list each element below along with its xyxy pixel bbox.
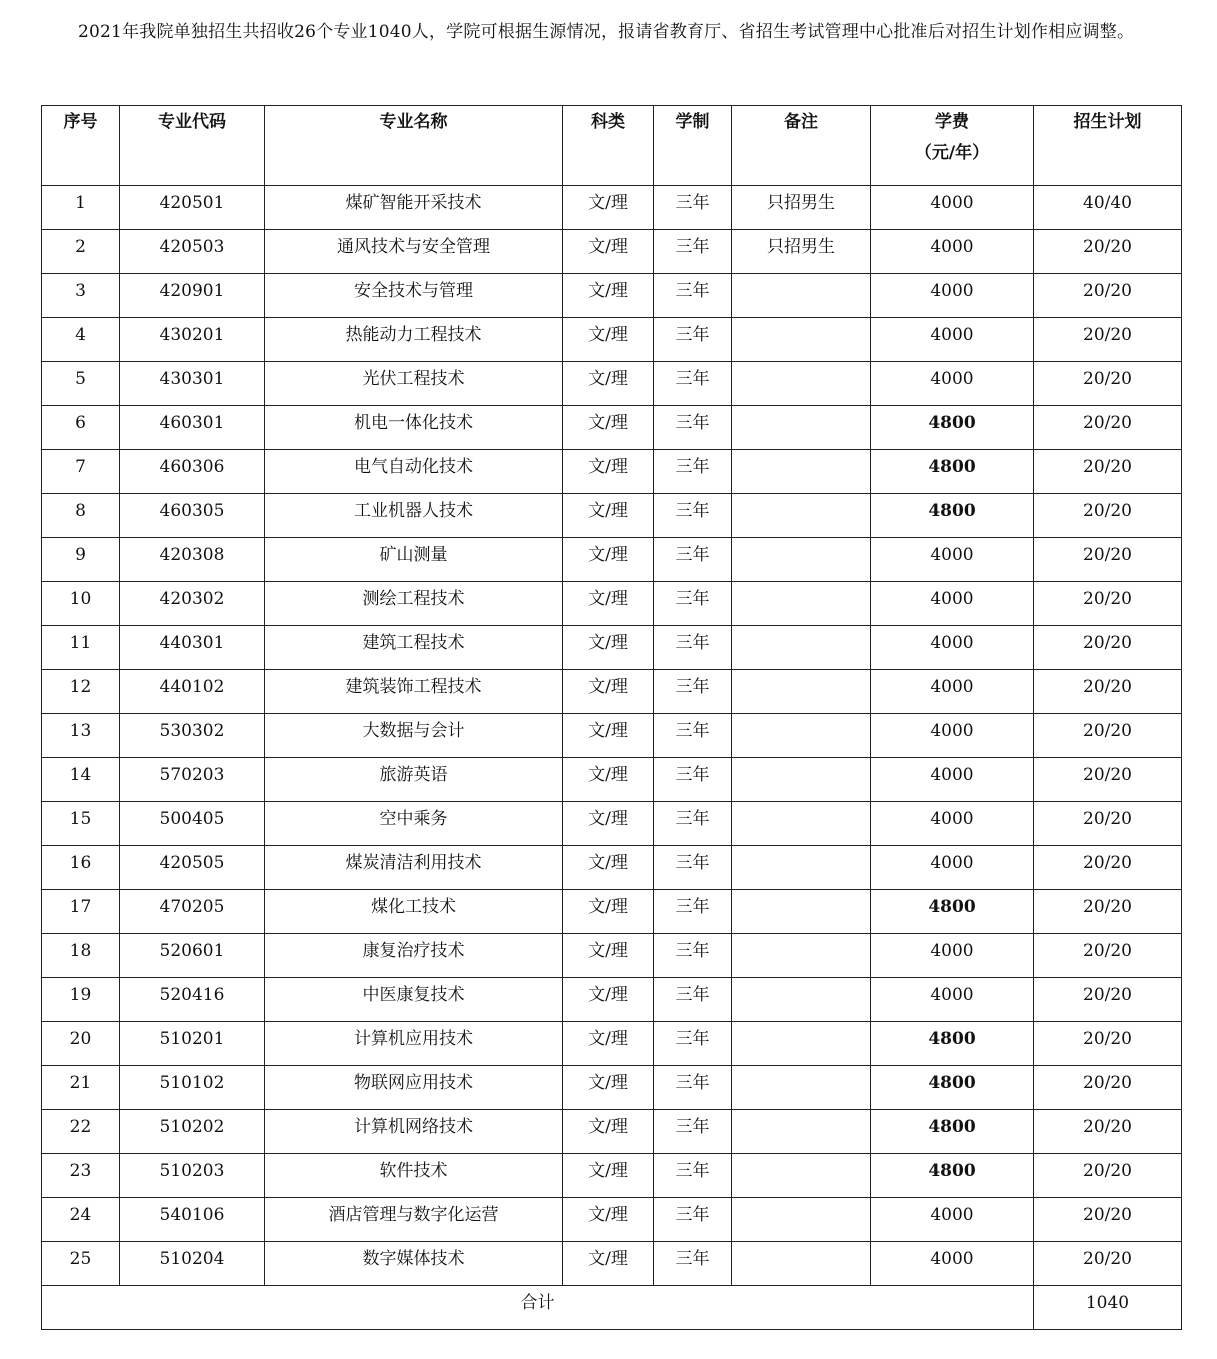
cell-fee: 4000 [871,582,1034,626]
cell-code: 460301 [120,406,265,450]
cell-note [732,758,871,802]
cell-duration: 三年 [654,978,732,1022]
cell-note [732,318,871,362]
cell-plan: 20/20 [1034,494,1182,538]
cell-plan: 20/20 [1034,1066,1182,1110]
cell-fee: 4800 [871,450,1034,494]
cell-code: 420302 [120,582,265,626]
cell-category: 文/理 [563,1242,654,1286]
cell-code: 430301 [120,362,265,406]
table-row [42,582,1182,626]
cell-index: 5 [42,362,120,406]
cell-note: 只招男生 [732,186,871,230]
intro-paragraph: 2021年我院单独招生共招收26个专业1040人，学院可根据生源情况，报请省教育厅、省招生考试管理中心批准后对招生计划作相应调整。 [78,22,1135,42]
cell-index: 13 [42,714,120,758]
cell-name: 建筑装饰工程技术 [265,670,563,714]
cell-code: 510203 [120,1154,265,1198]
cell-plan: 20/20 [1034,758,1182,802]
cell-code: 440301 [120,626,265,670]
table-row [42,1066,1182,1110]
cell-code: 440102 [120,670,265,714]
cell-plan: 20/20 [1034,1110,1182,1154]
cell-fee: 4000 [871,538,1034,582]
table-row [42,318,1182,362]
cell-index: 12 [42,670,120,714]
cell-note [732,1110,871,1154]
cell-fee: 4000 [871,318,1034,362]
cell-index: 21 [42,1066,120,1110]
cell-duration: 三年 [654,758,732,802]
cell-note [732,450,871,494]
header-fee [871,106,1034,186]
cell-fee: 4800 [871,1066,1034,1110]
cell-duration: 三年 [654,670,732,714]
cell-index: 10 [42,582,120,626]
cell-index: 23 [42,1154,120,1198]
cell-plan: 20/20 [1034,582,1182,626]
cell-code: 420501 [120,186,265,230]
table-row [42,670,1182,714]
table-row [42,802,1182,846]
cell-note [732,582,871,626]
cell-category: 文/理 [563,670,654,714]
cell-duration: 三年 [654,362,732,406]
cell-plan: 20/20 [1034,1242,1182,1286]
cell-note [732,494,871,538]
cell-name: 煤矿智能开采技术 [265,186,563,230]
cell-category: 文/理 [563,318,654,362]
cell-code: 420505 [120,846,265,890]
cell-duration: 三年 [654,1022,732,1066]
cell-index: 6 [42,406,120,450]
cell-duration: 三年 [654,714,732,758]
table-row [42,1242,1182,1286]
table-row [42,406,1182,450]
cell-fee: 4000 [871,1198,1034,1242]
cell-name: 测绘工程技术 [265,582,563,626]
cell-index: 19 [42,978,120,1022]
cell-note [732,626,871,670]
cell-name: 热能动力工程技术 [265,318,563,362]
cell-name: 数字媒体技术 [265,1242,563,1286]
cell-note [732,714,871,758]
table-row [42,494,1182,538]
cell-name: 酒店管理与数字化运营 [265,1198,563,1242]
cell-fee: 4000 [871,714,1034,758]
cell-fee: 4000 [871,186,1034,230]
cell-name: 大数据与会计 [265,714,563,758]
cell-duration: 三年 [654,318,732,362]
cell-code: 540106 [120,1198,265,1242]
table-row [42,890,1182,934]
cell-name: 安全技术与管理 [265,274,563,318]
cell-code: 470205 [120,890,265,934]
cell-index: 4 [42,318,120,362]
cell-code: 460305 [120,494,265,538]
cell-name: 康复治疗技术 [265,934,563,978]
total-row [42,1286,1182,1330]
cell-duration: 三年 [654,802,732,846]
cell-note [732,846,871,890]
cell-duration: 三年 [654,1110,732,1154]
cell-duration: 三年 [654,1198,732,1242]
cell-index: 15 [42,802,120,846]
cell-index: 3 [42,274,120,318]
cell-fee: 4000 [871,670,1034,714]
cell-plan: 20/20 [1034,1022,1182,1066]
cell-note [732,934,871,978]
cell-plan: 20/20 [1034,230,1182,274]
cell-fee: 4000 [871,934,1034,978]
table-row [42,1154,1182,1198]
cell-fee: 4000 [871,802,1034,846]
cell-plan: 20/20 [1034,670,1182,714]
cell-plan: 20/20 [1034,1154,1182,1198]
cell-duration: 三年 [654,406,732,450]
cell-code: 510102 [120,1066,265,1110]
table-row [42,934,1182,978]
cell-name: 工业机器人技术 [265,494,563,538]
cell-category: 文/理 [563,890,654,934]
cell-code: 510202 [120,1110,265,1154]
cell-duration: 三年 [654,230,732,274]
cell-duration: 三年 [654,1066,732,1110]
table-row [42,626,1182,670]
cell-index: 9 [42,538,120,582]
cell-plan: 40/40 [1034,186,1182,230]
cell-fee: 4800 [871,1022,1034,1066]
cell-name: 光伏工程技术 [265,362,563,406]
cell-plan: 20/20 [1034,1198,1182,1242]
cell-category: 文/理 [563,1110,654,1154]
cell-index: 14 [42,758,120,802]
cell-fee: 4000 [871,758,1034,802]
cell-index: 18 [42,934,120,978]
cell-index: 22 [42,1110,120,1154]
cell-category: 文/理 [563,186,654,230]
cell-duration: 三年 [654,1154,732,1198]
cell-name: 机电一体化技术 [265,406,563,450]
cell-code: 500405 [120,802,265,846]
cell-plan: 20/20 [1034,714,1182,758]
cell-name: 旅游英语 [265,758,563,802]
cell-category: 文/理 [563,626,654,670]
cell-duration: 三年 [654,582,732,626]
table-row [42,450,1182,494]
cell-plan: 20/20 [1034,538,1182,582]
cell-duration: 三年 [654,538,732,582]
cell-category: 文/理 [563,1022,654,1066]
cell-note [732,670,871,714]
cell-note [732,1154,871,1198]
cell-plan: 20/20 [1034,626,1182,670]
cell-index: 25 [42,1242,120,1286]
cell-plan: 20/20 [1034,802,1182,846]
cell-name: 物联网应用技术 [265,1066,563,1110]
cell-index: 17 [42,890,120,934]
cell-category: 文/理 [563,406,654,450]
table-header-row [42,106,1182,186]
cell-index: 16 [42,846,120,890]
cell-code: 420901 [120,274,265,318]
cell-note [732,1242,871,1286]
cell-code: 520416 [120,978,265,1022]
cell-plan: 20/20 [1034,978,1182,1022]
cell-plan: 20/20 [1034,274,1182,318]
total-value: 1040 [1034,1286,1182,1330]
cell-category: 文/理 [563,362,654,406]
cell-category: 文/理 [563,714,654,758]
cell-fee: 4800 [871,1154,1034,1198]
cell-category: 文/理 [563,802,654,846]
cell-name: 软件技术 [265,1154,563,1198]
cell-category: 文/理 [563,450,654,494]
cell-code: 430201 [120,318,265,362]
cell-duration: 三年 [654,934,732,978]
header-fee-line1: 学费 [935,112,969,132]
cell-duration: 三年 [654,846,732,890]
cell-name: 计算机网络技术 [265,1110,563,1154]
table-row [42,274,1182,318]
cell-fee: 4800 [871,494,1034,538]
cell-category: 文/理 [563,1066,654,1110]
cell-duration: 三年 [654,274,732,318]
cell-name: 煤炭清洁利用技术 [265,846,563,890]
cell-note [732,274,871,318]
cell-fee: 4000 [871,978,1034,1022]
header-note: 备注 [732,106,871,186]
cell-note [732,802,871,846]
cell-note [732,406,871,450]
cell-fee: 4000 [871,230,1034,274]
table-row [42,538,1182,582]
cell-fee: 4800 [871,890,1034,934]
cell-category: 文/理 [563,230,654,274]
cell-name: 中医康复技术 [265,978,563,1022]
table-row [42,230,1182,274]
header-fee-line2: （元/年） [914,143,990,163]
cell-fee: 4800 [871,1110,1034,1154]
cell-category: 文/理 [563,274,654,318]
cell-category: 文/理 [563,582,654,626]
header-duration: 学制 [654,106,732,186]
cell-index: 1 [42,186,120,230]
cell-code: 510201 [120,1022,265,1066]
cell-note: 只招男生 [732,230,871,274]
cell-category: 文/理 [563,1154,654,1198]
cell-category: 文/理 [563,1198,654,1242]
header-name: 专业名称 [265,106,563,186]
header-index: 序号 [42,106,120,186]
cell-note [732,538,871,582]
cell-code: 510204 [120,1242,265,1286]
cell-fee: 4000 [871,362,1034,406]
cell-category: 文/理 [563,978,654,1022]
cell-name: 建筑工程技术 [265,626,563,670]
cell-duration: 三年 [654,890,732,934]
cell-category: 文/理 [563,846,654,890]
cell-note [732,978,871,1022]
table-row [42,186,1182,230]
cell-plan: 20/20 [1034,450,1182,494]
cell-name: 空中乘务 [265,802,563,846]
cell-duration: 三年 [654,626,732,670]
cell-duration: 三年 [654,1242,732,1286]
cell-fee: 4000 [871,846,1034,890]
enrollment-plan-table [41,105,1182,1330]
table-row [42,978,1182,1022]
cell-plan: 20/20 [1034,890,1182,934]
table-row [42,758,1182,802]
cell-code: 420308 [120,538,265,582]
cell-note [732,1198,871,1242]
cell-plan: 20/20 [1034,934,1182,978]
table-row [42,1110,1182,1154]
table-row [42,846,1182,890]
cell-duration: 三年 [654,494,732,538]
total-label: 合计 [42,1286,1034,1330]
cell-plan: 20/20 [1034,406,1182,450]
cell-code: 530302 [120,714,265,758]
cell-name: 煤化工技术 [265,890,563,934]
cell-code: 520601 [120,934,265,978]
cell-duration: 三年 [654,450,732,494]
cell-code: 420503 [120,230,265,274]
cell-note [732,362,871,406]
table-row [42,1022,1182,1066]
cell-note [732,1022,871,1066]
cell-index: 11 [42,626,120,670]
cell-name: 电气自动化技术 [265,450,563,494]
cell-fee: 4000 [871,626,1034,670]
header-code: 专业代码 [120,106,265,186]
cell-plan: 20/20 [1034,318,1182,362]
cell-name: 矿山测量 [265,538,563,582]
cell-index: 20 [42,1022,120,1066]
cell-fee: 4800 [871,406,1034,450]
cell-category: 文/理 [563,538,654,582]
cell-code: 460306 [120,450,265,494]
cell-code: 570203 [120,758,265,802]
cell-plan: 20/20 [1034,362,1182,406]
cell-category: 文/理 [563,758,654,802]
header-plan: 招生计划 [1034,106,1182,186]
cell-plan: 20/20 [1034,846,1182,890]
cell-index: 7 [42,450,120,494]
header-category: 科类 [563,106,654,186]
cell-index: 24 [42,1198,120,1242]
cell-note [732,890,871,934]
cell-note [732,1066,871,1110]
cell-fee: 4000 [871,1242,1034,1286]
cell-category: 文/理 [563,494,654,538]
cell-fee: 4000 [871,274,1034,318]
cell-name: 通风技术与安全管理 [265,230,563,274]
cell-index: 8 [42,494,120,538]
cell-category: 文/理 [563,934,654,978]
cell-index: 2 [42,230,120,274]
table-row [42,362,1182,406]
table-row [42,1198,1182,1242]
table-row [42,714,1182,758]
cell-name: 计算机应用技术 [265,1022,563,1066]
cell-duration: 三年 [654,186,732,230]
table-body [42,186,1182,1286]
